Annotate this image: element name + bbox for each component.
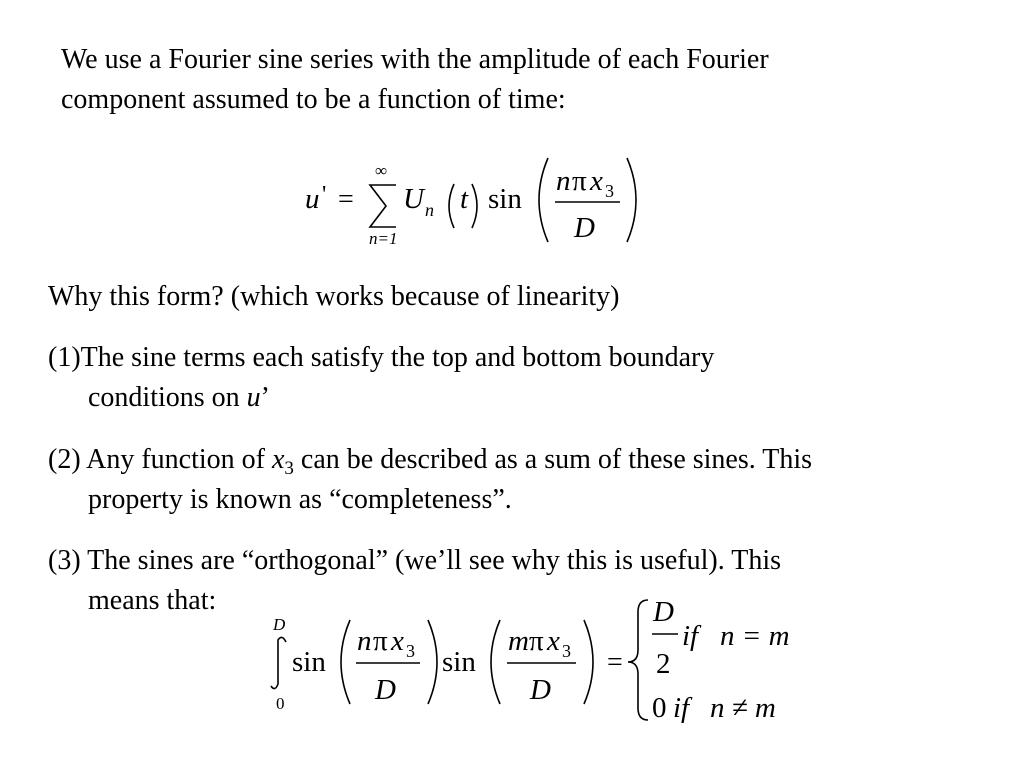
item-1-var-u: u (246, 382, 261, 413)
eq2-num2-pi: π (529, 625, 544, 657)
eq1-sum-upper: ∞ (375, 161, 388, 180)
eq1-num-pi: π (572, 165, 587, 197)
eq2-func-2: sin (442, 646, 476, 678)
eq2-case1-num: D (653, 596, 674, 628)
eq2-paren-open-1 (341, 620, 350, 704)
eq2-num1-sub: 3 (406, 641, 415, 661)
intro-line-1: We use a Fourier sine series with the amplitude of each Fourier (61, 44, 769, 75)
eq2-int-lower: 0 (276, 694, 285, 713)
eq2-paren-close-2 (584, 620, 593, 704)
eq2-paren-open-2 (491, 620, 500, 704)
item-2 (48, 440, 812, 520)
eq1-lhs-prime: ' (322, 182, 327, 208)
eq1-num-n: n (556, 165, 571, 197)
eq2-den-1: D (375, 674, 396, 706)
eq2-num2-x: x (547, 625, 560, 657)
eq1-lhs-var: u (305, 183, 320, 215)
eq1-paren-open-small (449, 184, 454, 228)
item-2-line-2: property is known as “completeness”. (88, 484, 512, 515)
eq1-paren-close-small (472, 184, 477, 228)
eq1-coef-sub: n (425, 200, 434, 220)
eq2-num1-pi: π (373, 625, 388, 657)
item-1-line-2-text: conditions on (88, 382, 247, 413)
item-1 (48, 338, 714, 418)
eq2-integral-sign (271, 637, 286, 688)
eq2-case1-den: 2 (656, 648, 671, 680)
eq2-paren-close-1 (428, 620, 437, 704)
eq2-case1-cond: n = m (720, 620, 790, 652)
eq2-den-2: D (530, 674, 551, 706)
item-3-line-1: (3) The sines are “orthogonal” (we’ll see why this is useful). This (48, 545, 782, 576)
eq1-num-x: x (590, 165, 603, 197)
orthogonality-equation (268, 592, 808, 722)
eq2-int-upper: D (273, 615, 286, 634)
item-1-prime: ’ (260, 382, 270, 413)
eq2-num1-n: n (357, 625, 372, 657)
eq2-cases-brace (628, 600, 648, 720)
eq1-paren-open-large (539, 158, 548, 242)
item-2-line-1-pre: (2) Any function of (48, 444, 272, 475)
eq1-sum-lower: n=1 (369, 229, 398, 248)
item-3-line-2: means that: (88, 585, 217, 616)
item-2-line-1-post: can be described as a sum of these sines. This (293, 444, 813, 475)
eq2-case2-val: 0 (652, 692, 667, 724)
eq1-paren-close-large (627, 158, 636, 242)
fourier-series-equation (300, 150, 660, 255)
eq2-num2-sub: 3 (562, 641, 571, 661)
item-1-line-2 (48, 378, 714, 418)
item-2-var-x: x (271, 444, 285, 475)
eq2-func-1: sin (292, 646, 326, 678)
eq1-func: sin (488, 183, 522, 215)
eq2-equals: = (607, 647, 623, 678)
eq2-num2-m: m (508, 625, 529, 657)
item-1-line-1: (1)The sine terms each satisfy the top and bottom boundary (48, 342, 715, 373)
why-paragraph: Why this form? (which works because of linearity) (48, 281, 620, 312)
eq1-sigma-symbol (370, 185, 396, 227)
eq1-coef-var: U (403, 183, 424, 215)
eq1-num-sub: 3 (605, 181, 614, 201)
eq2-num1-x: x (391, 625, 404, 657)
eq1-equals: = (338, 184, 354, 215)
eq2-case1-if: if (682, 620, 699, 652)
eq2-case2-cond: n ≠ m (710, 692, 776, 724)
item-2-var-sub: 3 (284, 458, 294, 479)
intro-line-2: component assumed to be a function of time: (61, 84, 566, 115)
eq2-case2-if: if (673, 692, 690, 724)
item-2-line-1 (48, 444, 813, 479)
eq1-arg-var: t (460, 183, 469, 215)
eq1-den: D (574, 212, 595, 244)
intro-paragraph (61, 40, 769, 120)
